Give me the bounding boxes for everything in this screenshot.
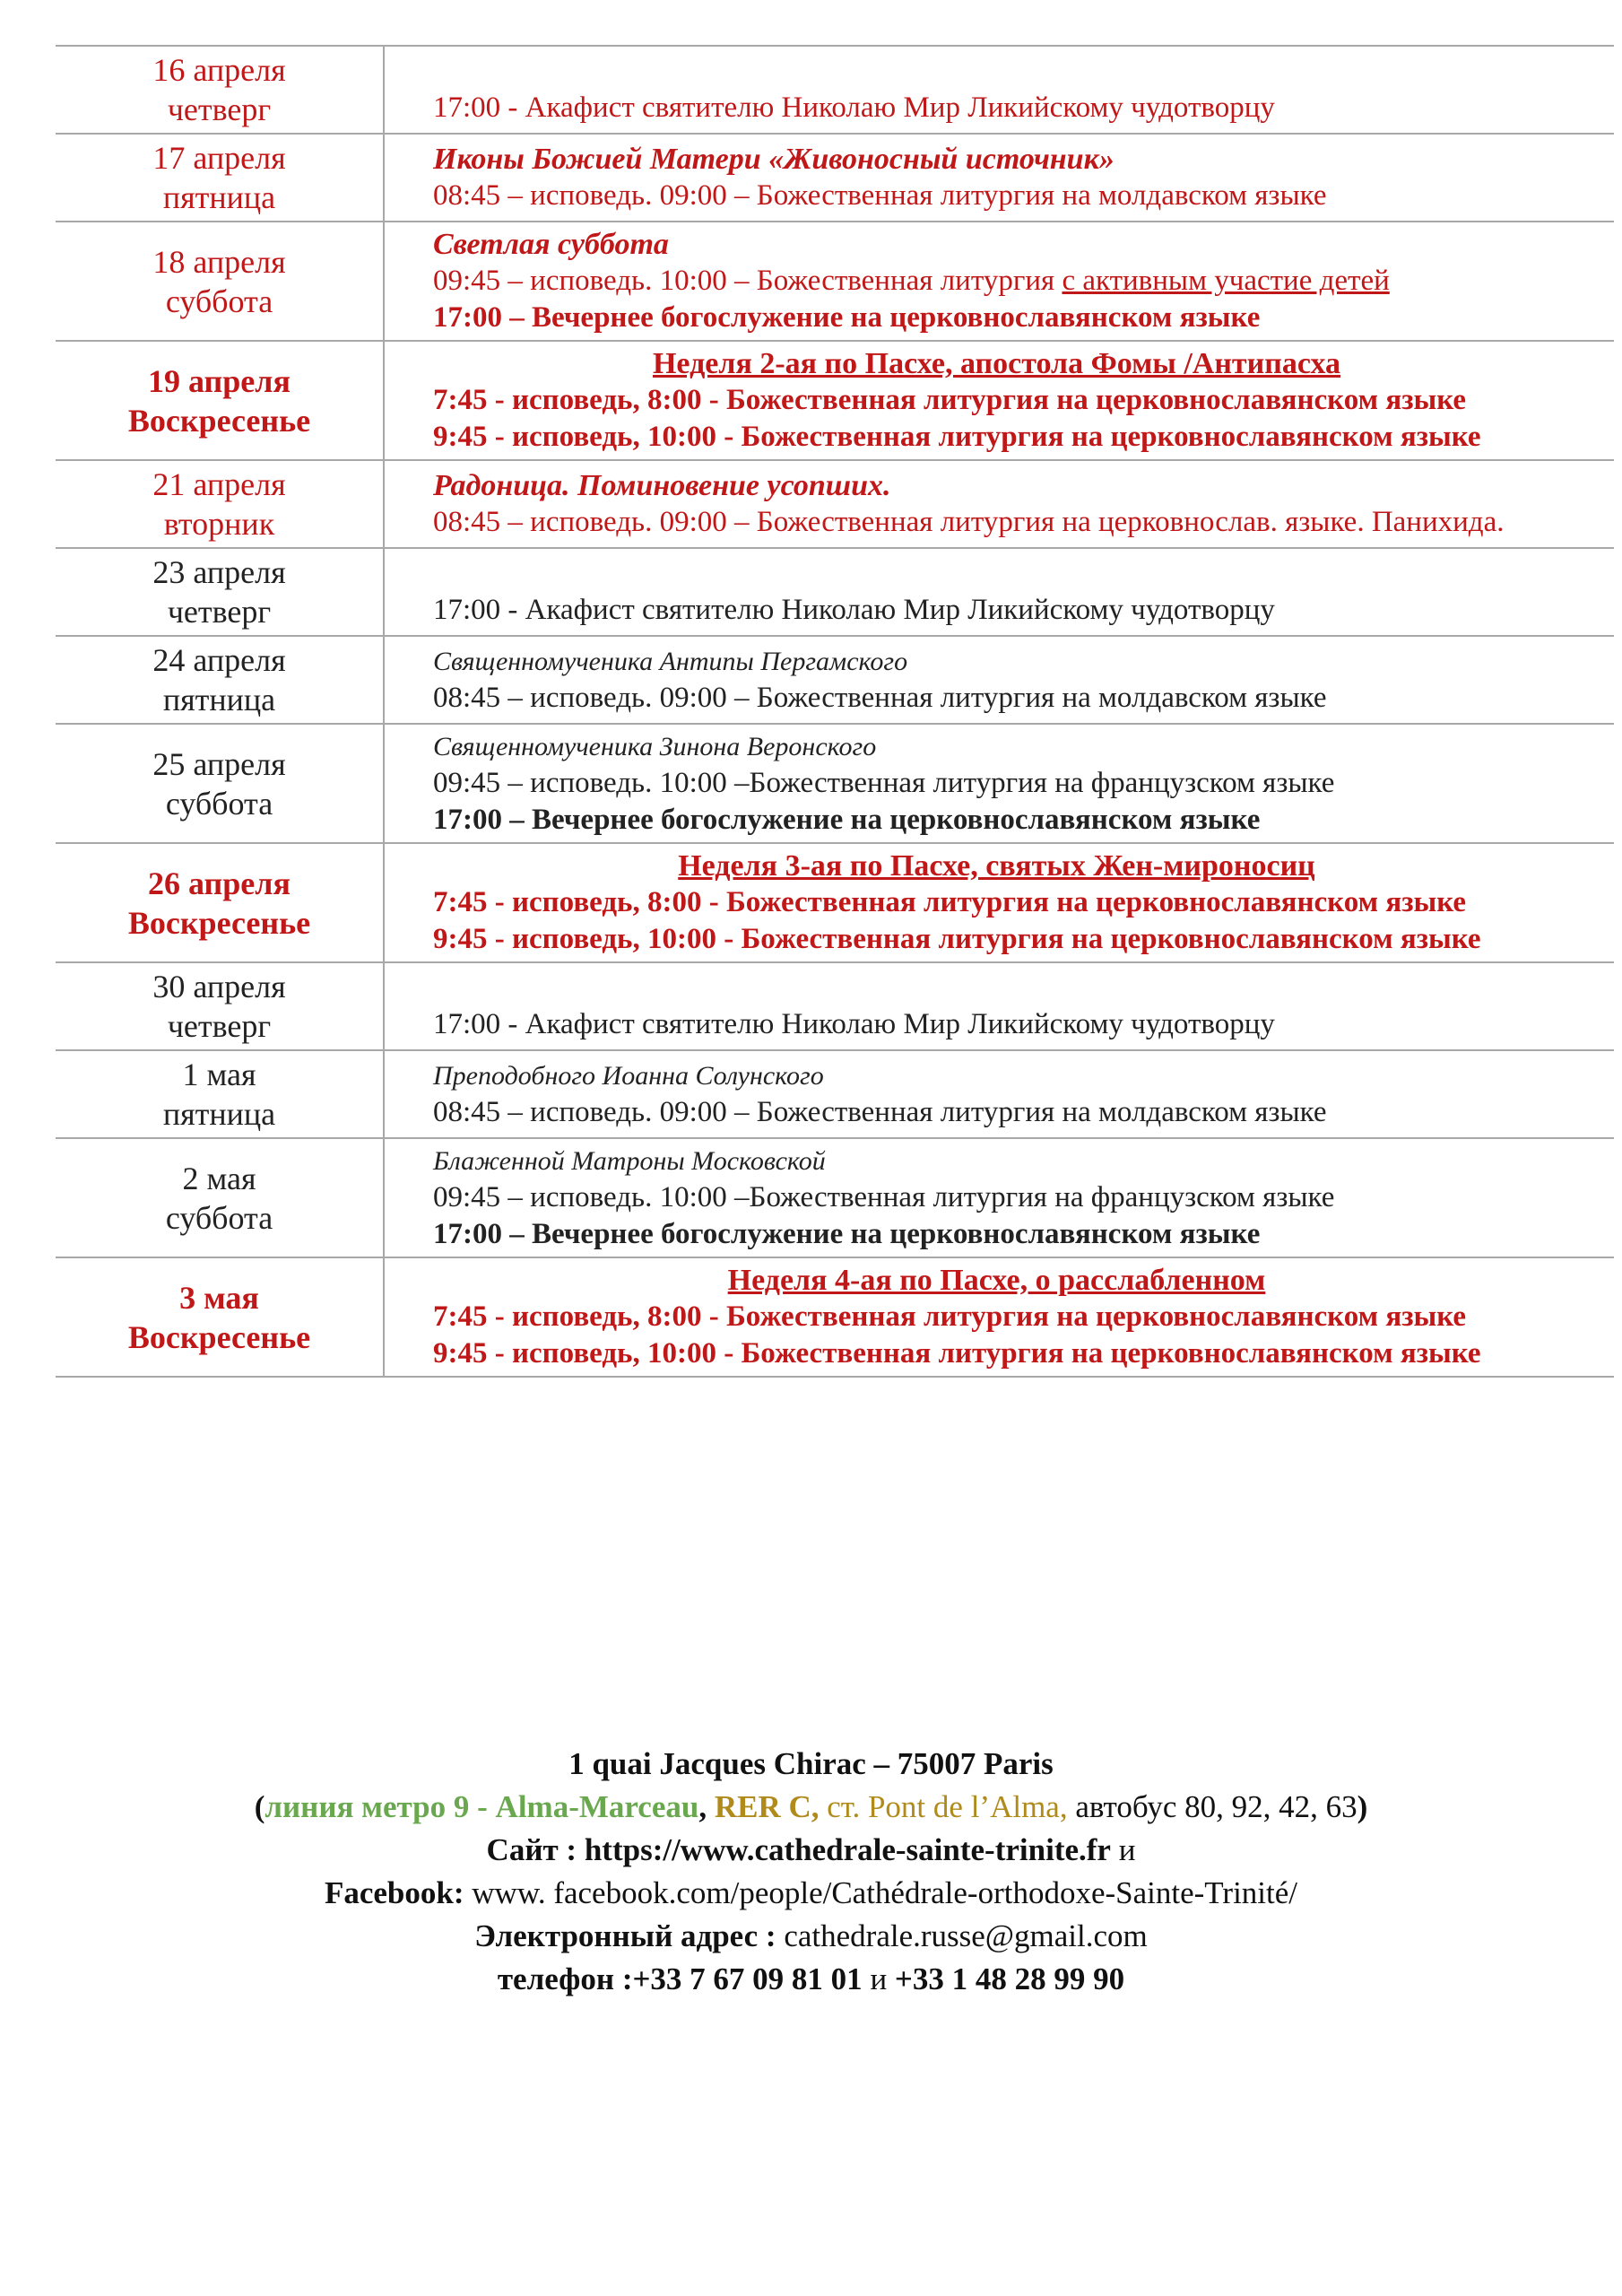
email-line	[0, 1915, 1622, 1958]
events-cell	[384, 46, 1614, 134]
service-line	[433, 802, 1614, 839]
events-cell	[384, 1257, 1614, 1377]
service-line	[433, 921, 1614, 958]
service-line	[433, 1216, 1614, 1253]
email-link[interactable]: cathedrale.russe@gmail.com	[784, 1918, 1148, 1953]
service-line	[433, 300, 1614, 336]
schedule-row	[56, 548, 1614, 636]
sunday-title	[433, 345, 1614, 382]
schedule-row	[56, 636, 1614, 724]
line-text: Преподобного Иоанна Солунского	[433, 1061, 824, 1091]
website-link[interactable]: https://www.cathedrale-sainte-trinite.fr	[584, 1832, 1111, 1867]
date-weekday: Воскресенье	[127, 904, 311, 941]
schedule-body	[56, 46, 1614, 1377]
service-line	[433, 90, 1614, 126]
transport-close-paren: )	[1357, 1789, 1368, 1824]
transport-comma: ,	[698, 1789, 707, 1824]
events-cell	[384, 134, 1614, 222]
date-weekday: Воскресенье	[127, 402, 311, 439]
spacer-line	[433, 970, 1614, 1006]
line-text: 17:00 - Акафист святителю Николаю Мир Ликийскому чудотворцу	[433, 1008, 1275, 1040]
website-label: Сайт :	[486, 1832, 577, 1867]
events-cell	[384, 843, 1614, 962]
events-cell	[384, 341, 1614, 460]
saint-commemoration	[433, 1057, 1614, 1094]
schedule-row	[56, 46, 1614, 134]
phone-line	[0, 1958, 1622, 2001]
address: 1 quai Jacques Chirac – 75007 Paris	[568, 1746, 1054, 1781]
date-weekday: четверг	[167, 1008, 272, 1044]
line-text: 9:45 - исповедь, 10:00 - Божественная литургия на церковнославянском языке	[433, 1337, 1481, 1370]
date-weekday: четверг	[167, 91, 272, 127]
website-and: и	[1118, 1832, 1136, 1867]
date-day: 26 апреля	[148, 865, 291, 901]
metro-line: линия метро 9 - Alma-Marceau	[265, 1789, 699, 1824]
phone-number-2[interactable]: +33 1 48 28 99 90	[894, 1961, 1125, 1996]
date-day: 2 мая	[182, 1160, 256, 1196]
date-cell	[56, 1050, 384, 1138]
line-text: 17:00 – Вечернее богослужение на церковнославянском языке	[433, 804, 1261, 836]
events-cell	[384, 636, 1614, 724]
date-day: 18 апреля	[152, 243, 286, 280]
transport-line	[0, 1786, 1622, 1829]
line-text: 7:45 - исповедь, 8:00 - Божественная литургия на церковнославянском языке	[433, 886, 1467, 918]
service-line	[433, 1094, 1614, 1131]
date-weekday: суббота	[165, 283, 273, 319]
line-text: 09:45 – исповедь. 10:00 –Божественная литургия на французском языке	[433, 1181, 1335, 1213]
date-day: 21 апреля	[152, 466, 286, 502]
schedule-row	[56, 962, 1614, 1050]
service-line	[433, 382, 1614, 419]
schedule-row	[56, 1050, 1614, 1138]
line-text: 09:45 – исповедь. 10:00 –Божественная литургия на французском языке	[433, 767, 1335, 799]
date-weekday: пятница	[162, 179, 276, 215]
events-cell	[384, 724, 1614, 843]
rer-station: ст. Pont de l’Alma,	[827, 1789, 1068, 1824]
date-day: 17 апреля	[152, 140, 286, 176]
date-day: 30 апреля	[152, 969, 286, 1004]
date-cell	[56, 460, 384, 548]
line-text: Священномученика Антипы Пергамского	[433, 647, 908, 676]
website-line	[0, 1829, 1622, 1872]
service-line	[433, 680, 1614, 717]
events-cell	[384, 222, 1614, 341]
date-day: 3 мая	[179, 1279, 259, 1316]
events-cell	[384, 460, 1614, 548]
facebook-link[interactable]: www. facebook.com/people/Cathédrale-orthodoxe-Sainte-Trinité/	[472, 1875, 1298, 1910]
feast-title	[433, 226, 1614, 263]
bus-lines: автобус 80, 92, 42, 63	[1075, 1789, 1357, 1824]
line-text: Иконы Божией Матери «Живоносный источник»	[433, 143, 1115, 176]
schedule-row	[56, 724, 1614, 843]
service-line	[433, 178, 1614, 214]
rer-line: RER C,	[714, 1789, 820, 1824]
schedule-row	[56, 843, 1614, 962]
saint-commemoration	[433, 728, 1614, 765]
line-text: Радоница. Поминовение усопших.	[433, 469, 891, 502]
date-cell	[56, 134, 384, 222]
service-line	[433, 765, 1614, 802]
date-day: 16 апреля	[152, 52, 286, 88]
line-text: 17:00 - Акафист святителю Николаю Мир Ликийскому чудотворцу	[433, 91, 1275, 124]
facebook-label: Facebook:	[324, 1875, 464, 1910]
line-text: 9:45 - исповедь, 10:00 - Божественная литургия на церковнославянском языке	[433, 923, 1481, 955]
line-text: 7:45 - исповедь, 8:00 - Божественная литургия на церковнославянском языке	[433, 1300, 1467, 1333]
date-weekday: пятница	[162, 682, 276, 718]
events-cell	[384, 1138, 1614, 1257]
line-text: Неделя 2-ая по Пасхе, апостола Фомы /Антипасха	[652, 347, 1341, 380]
schedule-row	[56, 1257, 1614, 1377]
events-cell	[384, 548, 1614, 636]
line-text: 08:45 – исповедь. 09:00 – Божественная литургия на церковнослав. языке. Панихида.	[433, 506, 1505, 538]
feast-title	[433, 141, 1614, 178]
date-day: 25 апреля	[152, 745, 286, 782]
date-cell	[56, 341, 384, 460]
line-text: 17:00 – Вечернее богослужение на церковнославянском языке	[433, 301, 1261, 334]
email-label: Электронный адрес :	[474, 1918, 776, 1953]
line-text: 7:45 - исповедь, 8:00 - Божественная литургия на церковнославянском языке	[433, 384, 1467, 416]
service-line	[433, 592, 1614, 629]
date-weekday: суббота	[165, 1199, 273, 1236]
events-cell	[384, 1050, 1614, 1138]
feast-title	[433, 467, 1614, 504]
date-cell	[56, 1138, 384, 1257]
date-day: 24 апреля	[152, 642, 286, 678]
date-cell	[56, 1257, 384, 1377]
line-text: Священномученика Зинона Веронского	[433, 732, 877, 761]
contact-footer	[0, 1743, 1622, 2001]
sunday-title	[433, 848, 1614, 884]
date-weekday: четверг	[167, 594, 272, 630]
line-text: 08:45 – исповедь. 09:00 – Божественная литургия на молдавском языке	[433, 179, 1327, 212]
service-line	[433, 1006, 1614, 1043]
date-weekday: Воскресенье	[127, 1318, 311, 1355]
underlined-text: с активным участие детей	[1062, 265, 1390, 297]
line-text: 09:45 – исповедь. 10:00 – Божественная литургия	[433, 265, 1063, 297]
events-cell	[384, 962, 1614, 1050]
service-line	[433, 1335, 1614, 1372]
saint-commemoration	[433, 1143, 1614, 1179]
schedule-row	[56, 341, 1614, 460]
date-cell	[56, 548, 384, 636]
schedule-row	[56, 222, 1614, 341]
schedule-row	[56, 134, 1614, 222]
service-line	[433, 263, 1614, 300]
sunday-title	[433, 1262, 1614, 1299]
phone-label: телефон :	[497, 1961, 633, 1996]
spacer-line	[433, 555, 1614, 592]
service-line	[433, 884, 1614, 921]
line-text: 17:00 - Акафист святителю Николаю Мир Ликийскому чудотворцу	[433, 594, 1275, 626]
phone-and: и	[870, 1961, 888, 1996]
date-day: 1 мая	[182, 1057, 256, 1092]
service-line	[433, 1299, 1614, 1335]
date-cell	[56, 962, 384, 1050]
line-text: Светлая суббота	[433, 228, 669, 261]
line-text: 17:00 – Вечернее богослужение на церковнославянском языке	[433, 1218, 1261, 1250]
date-cell	[56, 843, 384, 962]
date-day: 19 апреля	[148, 362, 291, 399]
facebook-line	[0, 1872, 1622, 1915]
date-cell	[56, 46, 384, 134]
transport-open-paren: (	[254, 1789, 265, 1824]
date-cell	[56, 222, 384, 341]
schedule-table	[56, 45, 1614, 1378]
line-text: Неделя 4-ая по Пасхе, о расслабленном	[727, 1264, 1266, 1297]
date-weekday: пятница	[162, 1096, 276, 1132]
date-weekday: вторник	[163, 506, 275, 542]
line-text: 08:45 – исповедь. 09:00 – Божественная литургия на молдавском языке	[433, 1096, 1327, 1128]
schedule-row	[56, 460, 1614, 548]
date-day: 23 апреля	[152, 554, 286, 590]
date-cell	[56, 724, 384, 843]
date-cell	[56, 636, 384, 724]
service-line	[433, 419, 1614, 456]
line-text: Неделя 3-ая по Пасхе, святых Жен-мироносиц	[678, 849, 1315, 883]
schedule-row	[56, 1138, 1614, 1257]
service-line	[433, 504, 1614, 541]
line-text: 08:45 – исповедь. 09:00 – Божественная литургия на молдавском языке	[433, 682, 1327, 714]
spacer-line	[433, 53, 1614, 90]
address-line	[0, 1743, 1622, 1786]
phone-number-1[interactable]: +33 7 67 09 81 01	[632, 1961, 863, 1996]
line-text: 9:45 - исповедь, 10:00 - Божественная литургия на церковнославянском языке	[433, 421, 1481, 453]
saint-commemoration	[433, 643, 1614, 680]
date-weekday: суббота	[165, 785, 273, 822]
service-line	[433, 1179, 1614, 1216]
line-text: Блаженной Матроны Московской	[433, 1146, 826, 1176]
